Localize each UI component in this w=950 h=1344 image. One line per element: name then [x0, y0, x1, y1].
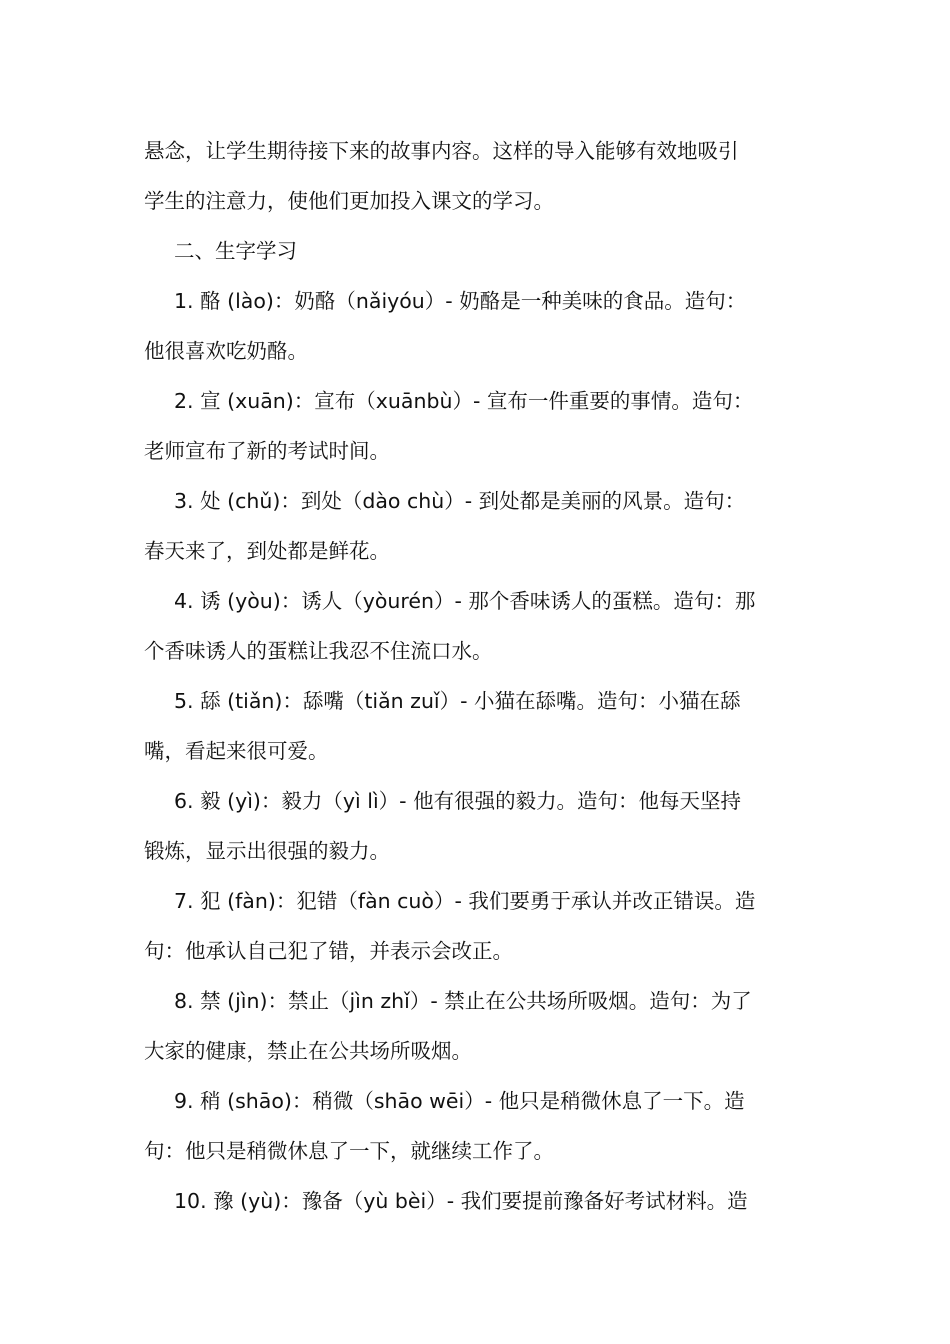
vocab-example: 锻炼，显示出很强的毅力。: [144, 839, 390, 863]
vocab-entry: 10. 豫 (yù)：豫备（yù bèi）- 我们要提前豫备好考试材料。造: [174, 1189, 748, 1213]
document-page: [144, 126, 806, 1226]
vocab-entry: 7. 犯 (fàn)：犯错（fàn cuò）- 我们要勇于承认并改正错误。造: [174, 889, 756, 913]
vocab-item-10: [144, 1176, 806, 1226]
vocab-item-7: [144, 876, 806, 976]
vocab-entry: 8. 禁 (jìn)：禁止（jìn zhǐ）- 禁止在公共场所吸烟。造句：为了: [174, 989, 752, 1013]
vocab-entry: 2. 宣 (xuān)：宣布（xuānbù）- 宣布一件重要的事情。造句：: [174, 389, 754, 413]
vocab-item-4: [144, 576, 806, 676]
vocab-item-9: [144, 1076, 806, 1176]
vocab-example: 个香味诱人的蛋糕让我忍不住流口水。: [144, 639, 493, 663]
intro-paragraph: [144, 126, 806, 226]
section-heading: 二、生字学习: [174, 239, 297, 263]
vocab-example: 句：他只是稍微休息了一下，就继续工作了。: [144, 1139, 554, 1163]
vocab-example: 老师宣布了新的考试时间。: [144, 439, 390, 463]
vocab-example: 春天来了，到处都是鲜花。: [144, 539, 390, 563]
intro-line-2: 学生的注意力，使他们更加投入课文的学习。: [144, 189, 554, 213]
vocab-item-8: [144, 976, 806, 1076]
vocab-item-2: [144, 376, 806, 476]
vocab-entry: 3. 处 (chǔ)：到处（dào chù）- 到处都是美丽的风景。造句：: [174, 489, 746, 513]
intro-line-1: 悬念，让学生期待接下来的故事内容。这样的导入能够有效地吸引: [144, 139, 739, 163]
vocab-entry: 1. 酪 (lào)：奶酪（nǎiyóu）- 奶酪是一种美味的食品。造句：: [174, 289, 747, 313]
vocab-item-1: [144, 276, 806, 376]
vocab-entry: 6. 毅 (yì)：毅力（yì lì）- 他有很强的毅力。造句：他每天坚持: [174, 789, 742, 813]
vocab-example: 他很喜欢吃奶酪。: [144, 339, 308, 363]
vocab-item-3: [144, 476, 806, 576]
vocab-item-6: [144, 776, 806, 876]
vocab-entry: 4. 诱 (yòu)：诱人（yòurén）- 那个香味诱人的蛋糕。造句：那: [174, 589, 756, 613]
vocab-entry: 5. 舔 (tiǎn)：舔嘴（tiǎn zuǐ）- 小猫在舔嘴。造句：小猫在舔: [174, 689, 741, 713]
vocab-entry: 9. 稍 (shāo)：稍微（shāo wēi）- 他只是稍微休息了一下。造: [174, 1089, 745, 1113]
vocab-example: 大家的健康，禁止在公共场所吸烟。: [144, 1039, 472, 1063]
vocab-item-5: [144, 676, 806, 776]
vocab-example: 句：他承认自己犯了错，并表示会改正。: [144, 939, 513, 963]
vocab-example: 嘴，看起来很可爱。: [144, 739, 329, 763]
